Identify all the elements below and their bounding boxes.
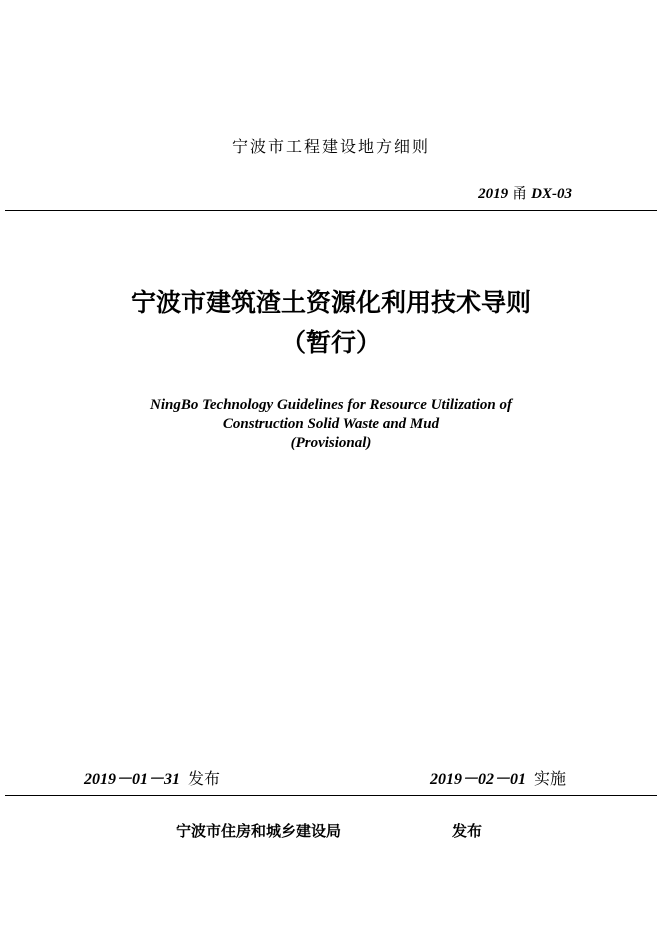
top-divider — [5, 210, 657, 211]
english-title-line-2: Construction Solid Waste and Mud — [222, 416, 440, 432]
publish-date-block — [84, 766, 220, 789]
document-code — [478, 182, 572, 203]
standard-series-heading: 宁波市工程建设地方细则 — [231, 137, 430, 156]
publish-date: 2019－01－31 — [84, 771, 181, 788]
code-id: DX-03 — [531, 186, 572, 202]
bottom-divider — [5, 795, 657, 796]
code-city: 甬 — [512, 184, 528, 202]
document-title: 宁波市建筑渣土资源化利用技术导则 — [130, 288, 531, 317]
english-title-line-3: (Provisional) — [290, 435, 372, 451]
code-year: 2019 — [478, 186, 509, 202]
publish-label: 发布 — [188, 769, 221, 788]
document-subtitle: （暂行） — [280, 328, 381, 357]
issue-label: 发布 — [452, 822, 483, 840]
english-title-line-1: NingBo Technology Guidelines for Resource Utilization of — [150, 397, 512, 413]
effective-date-block — [430, 766, 566, 789]
effective-date: 2019－02－01 — [430, 771, 527, 788]
effective-label: 实施 — [534, 769, 567, 788]
issuing-authority: 宁波市住房和城乡建设局 — [176, 822, 342, 840]
